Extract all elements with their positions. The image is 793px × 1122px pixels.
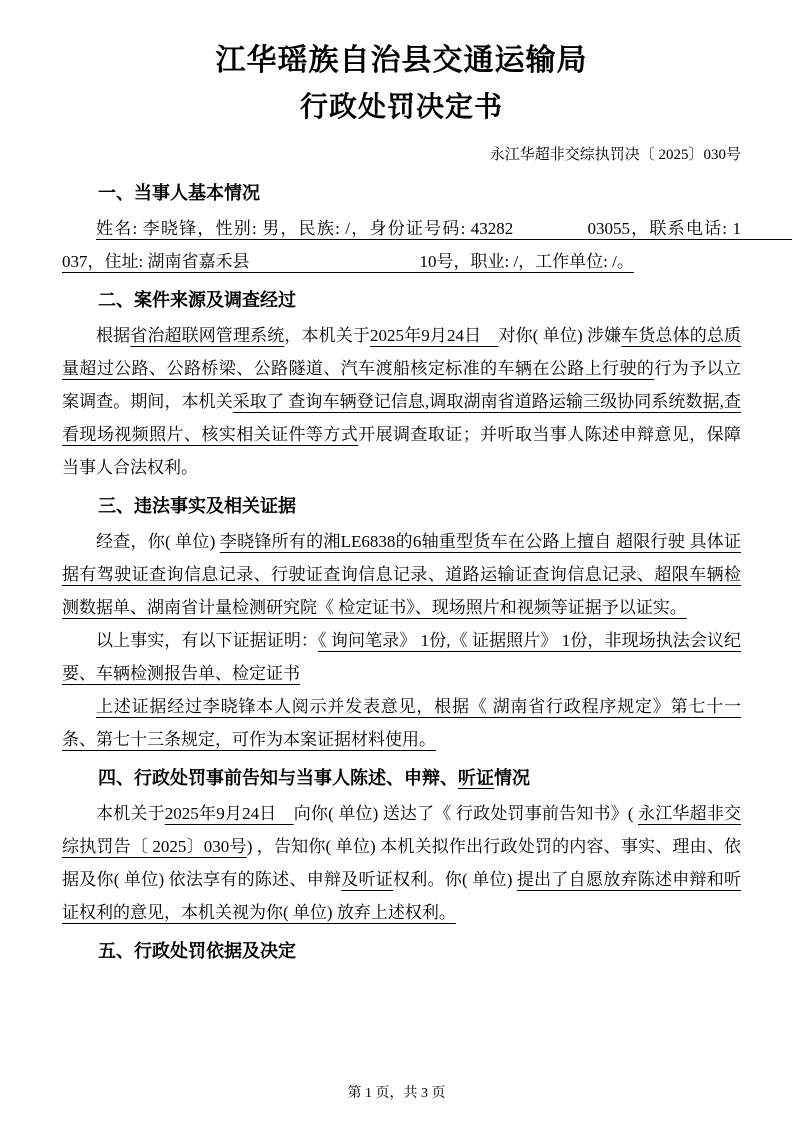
- text-run: 开展调查取证；并听取当事人陈述申辩意见，保障当事人合法权利。: [62, 425, 742, 477]
- document-body: [62, 178, 741, 967]
- heading-text-run: 二、案件来源及调查经过: [98, 290, 296, 310]
- text-run: 行为予以立案调查。期间，本机关: [62, 359, 742, 411]
- text-run-underlined: 2025年9月24日: [164, 804, 294, 823]
- text-run-underlined: 提出了自愿放弃陈述申辩和听证权利的意见，本机关视为你( 单位) 放弃上述权利。: [62, 870, 742, 922]
- text-run-underlined: 姓名: 李晓锋，性别: 男，民族: /，身份证号码: 43282: [96, 219, 514, 238]
- text-run-underlined: [741, 219, 792, 238]
- text-run-underlined: 采取了 查询车辆登记信息,调取湖南省道路运输三级协同系统数据,查看现场视频照片、核实相关证件等方式: [62, 392, 742, 444]
- text-run: 对你( 单位) 涉嫌: [498, 326, 622, 345]
- text-run: 权利。你( 单位): [393, 870, 517, 889]
- paragraph: [62, 797, 741, 929]
- paragraph: [62, 624, 741, 690]
- text-run: 本机关于: [96, 804, 165, 823]
- text-run-underlined: 永江华超非交综执罚告〔 2025〕030号: [62, 804, 742, 856]
- section-heading-2: [62, 285, 741, 316]
- page-number: 第 1 页，共 3 页: [347, 1086, 446, 1101]
- section-heading-4: [62, 763, 741, 794]
- text-run-underlined: 上述证据经过李晓锋本人阅示并发表意见，根据《 湖南省行政程序规定》第七十一条、第七十三条规定，可作为本案证据材料使用。: [62, 697, 741, 749]
- paragraph: [62, 690, 741, 756]
- text-run: ，本机关于: [284, 326, 371, 345]
- text-run-underlined: 2025年9月24日: [370, 326, 499, 345]
- text-run: 根据: [96, 326, 131, 345]
- text-run-underlined: [249, 252, 419, 271]
- heading-text-run: 四、行政处罚事前告知与当事人陈述、申辩、: [98, 768, 458, 788]
- text-run-underlined: 037，住址: 湖南省嘉禾县: [62, 252, 250, 271]
- section-heading-3: [62, 491, 741, 522]
- text-run: 经查，你( 单位): [96, 532, 220, 551]
- heading-text-run: 三、违法事实及相关证据: [98, 496, 296, 516]
- text-run: ) ，告知你( 单位) 本机关拟作出行政处罚的内容、事实、理由、依据及你( 单位) 依法享有的陈述、申辩: [62, 837, 742, 889]
- heading-text-run: 五、行政处罚依据及决定: [98, 941, 296, 961]
- paragraph: [62, 319, 741, 484]
- document-subtitle: 行政处罚决定书: [299, 91, 503, 122]
- text-run-underlined: 《 询问笔录》 1份,《 证据照片》 1份，非现场执法会议纪要、车辆检测报告单、检定证书: [62, 631, 742, 683]
- text-run-underlined: 03055，联系电话: 1: [587, 219, 742, 238]
- text-run-underlined: 10号，职业: /，工作单位: /。: [419, 252, 634, 271]
- document-title: 江华瑶族自治县交通运输局: [215, 44, 588, 77]
- text-run-underlined: [513, 219, 587, 238]
- heading-text-run: 情况: [494, 768, 530, 788]
- paragraph: [62, 212, 741, 278]
- text-run-underlined: 及听证: [341, 870, 393, 889]
- text-run-underlined: 车货总体的总质量超过公路、公路桥梁、公路隧道、汽车渡船核定标准的车辆在公路上行驶的: [62, 326, 742, 378]
- section-heading-5: [62, 936, 741, 967]
- text-run: 向你( 单位) 送达了《 行政处罚事前告知书》(: [293, 804, 639, 823]
- text-run-underlined: 李晓锋所有的湘LE6838的6轴重型货车在公路上擅自 超限行驶 具体证据有驾驶证查询信息记录、行驶证查询信息记录、道路运输证查询信息记录、超限车辆检测数据单、湖南省计量检测研究院《 检定证书》、现场照片和视频等证据予以证实。: [62, 532, 741, 617]
- paragraph: [62, 525, 741, 624]
- text-run: 以上事实，有以下证据证明：: [96, 631, 319, 650]
- heading-text-run: 一、当事人基本情况: [98, 183, 260, 203]
- heading-text-run-underlined: 听证: [458, 768, 494, 788]
- section-heading-1: [62, 178, 741, 209]
- text-run-underlined: 省治超联网管理系统: [130, 326, 285, 345]
- document-number: 永江华超非交综执罚决〔 2025〕030号: [489, 147, 741, 163]
